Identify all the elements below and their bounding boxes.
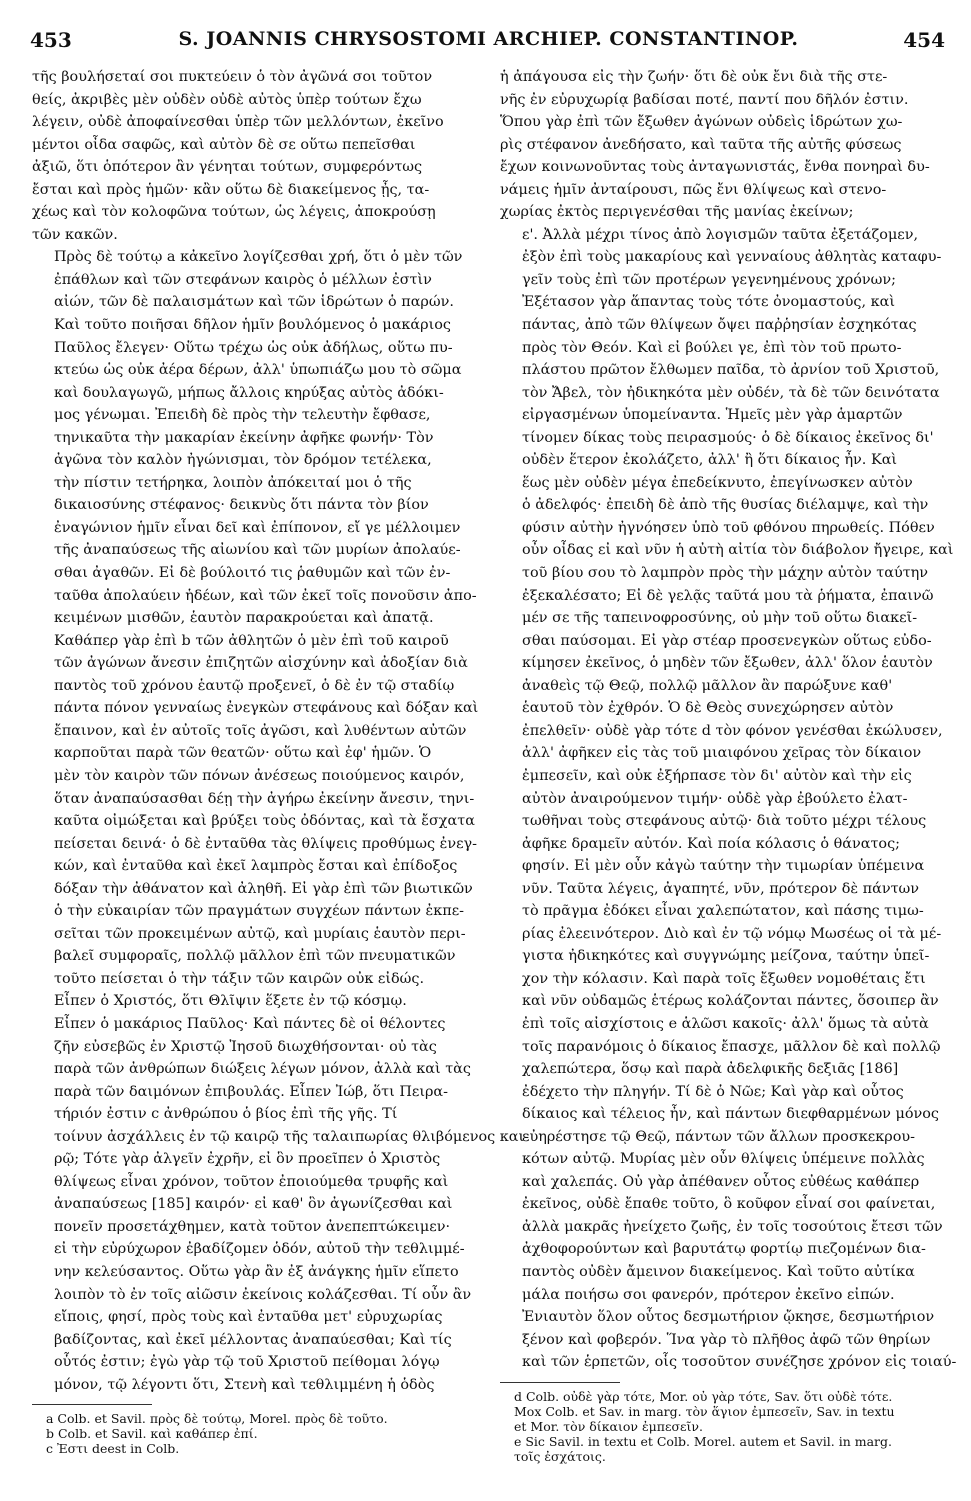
text-line: καρποῦται παρὰ τῶν θεατῶν· οὕτω καὶ ἐφ' ἡμῶν. Ὁ: [54, 745, 432, 762]
text-line: δόξαν τὴν ἀθάνατον καὶ ἀληθῆ. Εἰ γὰρ ἐπὶ τῶν βιωτικῶν: [54, 880, 473, 897]
footnote-line: e Sic Savil. in textu et Colb. Morel. autem et Savil. in marg.: [514, 1433, 892, 1449]
text-line: φησίν. Εἰ μὲν οὖν κἀγὼ ταύτην τὴν τιμωρίαν ὑπέμεινα: [522, 858, 925, 875]
text-line: καὶ τῶν ἑρπετῶν, οἷς τοσοῦτον συνέζησε χρόνον εἰς τοιαύ-: [522, 1354, 957, 1371]
text-line: κτεύω ὡς οὐκ ἀέρα δέρων, ἀλλ' ὑπωπιάζω μου τὸ σῶμα: [54, 362, 462, 379]
text-line: λοιπὸν τὸ ἐν τοῖς αἰῶσιν ἐκείνοις κολάζεσθαι. Τί οὖν ἂν: [54, 1286, 472, 1303]
text-line: ἑαυτοῦ τὸν ἐχθρόν. Ὁ δὲ Θεὸς συνεχώρησεν αὐτὸν: [522, 700, 894, 717]
text-line: ἀγῶνα τὸν καλὸν ἠγώνισμαι, τὸν δρόμον τετέλεκα,: [54, 452, 432, 469]
text-line: Καθάπερ γὰρ ἐπὶ b τῶν ἀθλητῶν ὁ μὲν ἐπὶ τοῦ καιροῦ: [54, 632, 449, 649]
text-line: σθαι ἀγαθῶν. Εἰ δὲ βούλοιτό τις ῥαθυμῶν καὶ τῶν ἐν-: [54, 565, 451, 582]
footnote-line: c Ἐστι deest in Colb.: [46, 1441, 180, 1457]
text-line: σθαι παύσομαι. Εἰ γὰρ στέαρ προσενεγκὼν οὕτως εὐδο-: [522, 632, 932, 649]
footnote-line: Mox Colb. et Sav. in marg. τὸν ἅγιον ἐμπεσεῖν, Sav. in textu: [514, 1403, 895, 1419]
text-line: τοῦ βίου σου τὸ λαμπρὸν πρὸς τὴν μάχην αὐτὸν ταύτην: [522, 565, 929, 582]
text-line: Καὶ τοῦτο ποιῆσαι δῆλον ἡμῖν βουλόμενος ὁ μακάριος: [54, 317, 451, 334]
text-line: παρὰ τῶν δαιμόνων ἐπιβουλάς. Εἶπεν Ἰώβ, ὅτι Πειρα-: [54, 1083, 449, 1100]
text-line: Πρὸς δὲ τούτῳ a κἀκεῖνο λογίζεσθαι χρή, ὅτι ὁ μὲν τῶν: [54, 249, 463, 266]
text-line: παντὸς οὐδὲν ἄμεινον διακείμενος. Καὶ τοῦτο αὐτίκα: [522, 1263, 915, 1280]
text-line: ἔπαινον, καὶ ἐν αὐτοῖς τοῖς ἀγῶσι, καὶ λυθέντων αὐτῶν: [54, 722, 467, 739]
text-line: ἐπάθλων καὶ τῶν στεφάνων καιρὸς ὁ μέλλων ἐστὶν: [54, 271, 432, 288]
page-header: [24, 12, 953, 52]
text-line: μος γένωμαι. Ἐπειδὴ δὲ πρὸς τὴν τελευτὴν ἔφθασε,: [54, 407, 431, 424]
text-line: γιστα ἠδικηκότες καὶ συγγνώμης μείζονα, ταύτην ὑπεῖ-: [522, 948, 930, 965]
text-line: τῶν ἀγώνων ἄνεσιν ἐπιζητῶν αἰσχύνην καὶ ἀδοξίαν διὰ: [54, 655, 468, 672]
running-title: S. JOANNIS CHRYSOSTOMI ARCHIEP. CONSTANTINOP.: [178, 28, 799, 50]
text-line: καὶ δουλαγωγῶ, μήπως ἄλλοις κηρύξας αὐτὸς ἀδόκι-: [54, 384, 444, 401]
text-line: ἔσται καὶ πρὸς ἡμῶν· κἂν οὕτω δὲ διακείμενος ᾖς, τα-: [32, 181, 430, 198]
text-line: φύσιν αὐτὴν ἠγνόησεν ὑπὸ τοῦ φθόνου πηρωθείς. Πόθεν: [522, 519, 935, 536]
text-line: Εἶπεν ὁ Χριστός, ὅτι Θλῖψιν ἕξετε ἐν τῷ κόσμῳ.: [54, 993, 407, 1010]
text-line: μὲν τὸν καιρὸν τῶν πόνων ἀνέσεως ποιούμενος καιρόν,: [54, 767, 465, 784]
text-line: δίκαιος καὶ τέλειος ἦν, καὶ πάντων διεφθαρμένων μόνος: [522, 1106, 939, 1123]
text-line: πρὸς τὸν Θεόν. Καὶ εἰ βούλει γε, ἐπὶ τὸν τοῦ πρωτο-: [522, 339, 902, 356]
footnote-rule: [32, 1404, 152, 1405]
text-line: τηνικαῦτα τὴν μακαρίαν ἐκείνην ἀφῆκε φωνήν· Τὸν: [54, 429, 434, 446]
text-line: ἀξιῶ, ὅτι ὁπότερον ἂν γένηται τούτων, συμφερόντως: [32, 159, 423, 176]
right-paragraph-1: [500, 66, 946, 224]
text-line: τοῦτο πείσεται ὁ τὴν τάξιν τῶν καιρῶν οὐκ εἰδώς.: [54, 970, 425, 987]
right-paragraph-2: [500, 224, 957, 1374]
text-line: ἐπὶ τοῖς αἰσχίστοις e ἁλῶσι κακοῖς· ἀλλ' ὅμως τὰ αὐτὰ: [522, 1015, 929, 1032]
text-line: νάμεις ἡμῖν ἀνταίρουσι, πῶς ἔνι θλίψεως καὶ στενο-: [500, 181, 887, 198]
text-line: Ὅπου γὰρ ἐπὶ τῶν ἔξωθεν ἀγώνων οὐδεὶς ἱδρώτων χω-: [500, 114, 903, 131]
footnote-rule: [500, 1382, 620, 1383]
text-line: τῆς ἀναπαύσεως τῆς αἰωνίου καὶ τῶν μυρίων ἀπολαύε-: [54, 542, 461, 559]
text-line: δικαιοσύνης στέφανος· δεικνὺς ὅτι πάντα τὸν βίον: [54, 497, 429, 514]
text-line: πονεῖν προσετάχθημεν, κατὰ τοῦτον ἀνεπεπτώκειμεν·: [54, 1218, 451, 1235]
left-footnotes: [32, 1411, 477, 1456]
text-line: ἐξὸν ἐπὶ τοὺς μακαρίους καὶ γενναίους ἀθλητὰς καταφυ-: [522, 249, 942, 266]
text-line: κίμησεν ἐκεῖνος, ὁ μηδὲν τῶν ἔξωθεν, ἀλλ' ὅλον ἑαυτὸν: [522, 655, 933, 672]
text-line: τῆς βουλήσεταί σοι πυκτεύειν ὁ τὸν ἀγῶνά σοι τοῦτον: [32, 69, 433, 85]
page-number-right: 454: [903, 28, 945, 52]
right-footnotes: [500, 1389, 946, 1464]
text-line: μάλα ποιήσω σοι φανερόν, πρότερον ἐκεῖνο εἰπών.: [522, 1286, 895, 1303]
text-line: μέν σε τῆς ταπεινοφροσύνης, οὐ μὴν τοῦ οὕτω διακεῖ-: [522, 610, 918, 627]
text-line: νην κελεύσαντος. Οὕτω γὰρ ἂν ἐξ ἀνάγκης ἡμῖν εἵπετο: [54, 1263, 459, 1280]
text-line: σεῖται τῶν προκειμένων αὐτῷ, καὶ μυρίαις ἑαυτὸν περι-: [54, 925, 466, 942]
text-line: καῦτα οἰμώξεται καὶ βρύξει τοὺς ὀδόντας, καὶ τὰ ἔσχατα: [54, 813, 475, 830]
footnote-line: τοῖς ἐσχάτοις.: [514, 1448, 606, 1464]
text-line: ἀφῆκε δραμεῖν αὐτόν. Καὶ ποία κόλασις ὁ θάνατος;: [522, 835, 901, 852]
text-line: εὐηρέστησε τῷ Θεῷ, πάντων τῶν ἄλλων προσκεκρου-: [522, 1128, 915, 1145]
left-paragraph-1: [32, 66, 477, 246]
text-line: παντὸς τοῦ χρόνου ἑαυτῷ προξενεῖ, ὁ δὲ ἐν τῷ σταδίῳ: [54, 677, 455, 694]
text-line: λέγειν, οὐδὲ ἀποφαίνεσθαι ὑπὲρ τῶν μελλόντων, ἐκεῖνο: [32, 114, 444, 131]
text-line: ἐδέχετο τὴν πληγήν. Τί δὲ ὁ Νῶε; Καὶ γὰρ καὶ οὗτος: [522, 1083, 904, 1100]
text-line: ἐπελθεῖν· οὐδὲ γὰρ τότε d τὸν φόνον γενέσθαι ἐκώλυσεν,: [522, 722, 943, 739]
text-line: ἀλλὰ μακρᾶς ἠνείχετο ζωῆς, ἐν τοῖς τοσούτοις ἔτεσι τῶν: [522, 1218, 943, 1235]
text-line: ὅταν ἀναπαύσασθαι δέῃ τὴν ἀγήρω ἐκείνην ἄνεσιν, τηνι-: [54, 790, 475, 807]
text-line: ρῷ; Τότε γὰρ ἀλγεῖν ἐχρῆν, εἰ ὃν προεῖπεν ὁ Χριστὸς: [54, 1151, 441, 1168]
text-line: τωθῆναι τοὺς στεφάνους αὐτῷ· διὰ τοῦτο μέχρι τέλους: [522, 813, 927, 830]
text-line: οὖν οἶδας εἰ καὶ νῦν ἡ αὐτὴ αἰτία τὸν διάβολον ἤγειρε, καὶ: [522, 542, 954, 559]
text-line: χαλεπώτερα, ὅσῳ καὶ παρὰ ἀδελφικῆς δεξιᾶς [186]: [522, 1061, 899, 1078]
text-line: ἐμπεσεῖν, καὶ οὐκ ἐξήρπασε τὸν δι' αὐτὸν καὶ τὴν εἰς: [522, 767, 912, 784]
text-line: πάντα πόνον γενναίως ἐνεγκὼν στεφάνους καὶ δόξαν καὶ: [54, 700, 479, 717]
text-line: Ἐνιαυτὸν ὅλον οὗτος δεσμωτήριον ᾤκησε, δεσμωτήριον: [522, 1309, 935, 1326]
text-line: ἀχθοφορούντων καὶ βαρυτάτῳ φορτίῳ πιεζομένων δια-: [522, 1241, 926, 1258]
text-line: νῦν. Ταῦτα λέγεις, ἀγαπητέ, νῦν, πρότερον δὲ πάντων: [522, 880, 920, 897]
text-line: μόνον, τῷ λέγοντι ὅτι, Στενὴ καὶ τεθλιμμένη ἡ ὁδὸς: [54, 1376, 435, 1393]
left-column: [32, 66, 529, 1457]
text-line: ἐκεῖνος, οὐδὲ ἔπαθε τοῦτο, ὃ κοῦφον εἶναί σοι φαίνεται,: [522, 1196, 936, 1213]
text-line: ρίας ἐλεεινότερον. Διὸ καὶ ἐν τῷ νόμῳ Μωσέως οἱ τὰ μέ-: [522, 925, 942, 942]
text-line: βαλεῖ συμφοραῖς, πολλῷ μᾶλλον ἐπὶ τῶν πνευματικῶν: [54, 948, 456, 965]
text-line: Παῦλος ἔλεγεν· Οὕτω τρέχω ὡς οὐκ ἀδήλως, οὕτω πυ-: [54, 339, 453, 356]
footnote-line: a Colb. et Savil. πρὸς δὲ τούτῳ, Morel. πρὸς δὲ τοῦτο.: [46, 1411, 388, 1427]
text-line: εἰ τὴν εὐρύχωρον ἐβαδίζομεν ὁδόν, αὐτοῦ τὴν τεθλιμμέ-: [54, 1241, 465, 1258]
text-line: πείσεται δεινά· ὁ δὲ ἐνταῦθα τὰς θλίψεις προθύμως ἐνεγ-: [54, 835, 478, 852]
text-line: χον τὴν κόλασιν. Καὶ παρὰ τοῖς ἔξωθεν νομοθέταις ἔτι: [522, 970, 926, 987]
text-line: τὸν Ἄβελ, τὸν ἠδικηκότα μὲν οὐδέν, τὰ δὲ τῶν δεινότατα: [522, 384, 940, 401]
text-line: ἡ ἀπάγουσα εἰς τὴν ζωήν· ὅτι δὲ οὐκ ἔνι διὰ τῆς στε-: [500, 69, 888, 85]
text-line: ζῆν εὐσεβῶς ἐν Χριστῷ Ἰησοῦ διωχθήσονται· οὐ τὰς: [54, 1038, 437, 1055]
text-line: ἀναθεὶς τῷ Θεῷ, πολλῷ μᾶλλον ἂν παρώξυνε καθ': [522, 677, 893, 694]
footnote-line: d Colb. οὐδὲ γὰρ τότε, Mor. οὐ γὰρ τότε, Sav. ὅτι οὐδὲ τότε.: [514, 1388, 893, 1404]
text-line: παρὰ τῶν ἀνθρώπων διώξεις λέγων μόνον, ἀλλὰ καὶ τὰς: [54, 1061, 471, 1078]
text-line: τίνομεν δίκας τοὺς πειρασμούς· ὁ δὲ δίκαιος ἐκεῖνος δι': [522, 429, 934, 446]
text-line: μέντοι οἶδα σαφῶς, καὶ αὐτὸν δὲ σε οὕτω πεπεῖσθαι: [32, 136, 416, 153]
text-line: ἔχων κοινωνοῦντας τοὺς ἀνταγωνιστάς, ἔνθα πονηραὶ δυ-: [500, 159, 930, 176]
text-line: εἰργασμένων ὑπομείναντα. Ἡμεῖς μὲν γὰρ ἁμαρτῶν: [522, 407, 903, 424]
text-line: γεῖν τοὺς ἐπὶ τῶν προτέρων γεγενημένους χρόνων;: [522, 271, 896, 288]
text-line: τοῖς παρανόμοις ὁ δίκαιος ἔπασχε, μᾶλλον δὲ καὶ πολλῷ: [522, 1038, 941, 1055]
text-line: οὐδὲν ἕτερον ἐκολάζετο, ἀλλ' ἢ ὅτι δίκαιος ἦν. Καὶ: [522, 452, 898, 469]
right-column: [500, 66, 957, 1464]
text-line: καὶ νῦν οὐδαμῶς ἑτέρως κολάζονται πάντες, ὅσοιπερ ἂν: [522, 993, 939, 1010]
text-line: ὁ τὴν εὐκαιρίαν τῶν πραγμάτων συγχέων πάντων ἐκπε-: [54, 903, 465, 920]
text-line: Ἐξέτασον γὰρ ἅπαντας τοὺς τότε ὀνομαστούς, καὶ: [522, 294, 895, 311]
text-line: χέως καὶ τὸν κολοφῶνα τούτων, ὡς λέγεις, ἀποκρούσῃ: [32, 204, 436, 221]
text-line: ἀναπαύσεως [185] καιρόν· εἰ καθ' ὃν ἀγωνίζεσθαι καὶ: [54, 1196, 453, 1213]
footnote-line: et Mor. τὸν δίκαιον ἐμπεσεῖν.: [514, 1418, 703, 1434]
text-line: τοίνυν ἀσχάλλεις ἐν τῷ καιρῷ τῆς ταλαιπωρίας θλιβόμενος και-: [54, 1128, 529, 1145]
text-line: θείς, ἀκριβὲς μὲν οὐδὲν οὐδὲ αὐτὸς ὑπὲρ τούτων ἔχω: [32, 91, 422, 108]
text-line: θλίψεως εἶναι χρόνον, τοῦτον ἐποιούμεθα τρυφῆς καὶ: [54, 1173, 449, 1190]
footnote-line: b Colb. et Savil. καὶ καθάπερ ἐπί.: [46, 1426, 258, 1442]
text-line: χωρίας ἐκτὸς περιγενέσθαι τῆς μανίας ἐκείνων;: [500, 204, 854, 221]
text-line: εἴποις, φησί, πρὸς τοὺς καὶ ἐνταῦθα μετ' εὐρυχωρίας: [54, 1309, 443, 1326]
text-line: ἐναγώνιον ἡμῖν εἶναι δεῖ καὶ ἐπίπονον, εἴ γε μέλλοιμεν: [54, 519, 461, 536]
text-line: βαδίζοντας, καὶ ἐκεῖ μέλλοντας ἀναπαύεσθαι; Καὶ τίς: [54, 1331, 452, 1348]
text-line: κότων αὐτῷ. Μυρίας μὲν οὖν θλίψεις ὑπέμεινε πολλὰς: [522, 1151, 925, 1168]
page-number-left: 453: [30, 28, 72, 52]
text-line: καὶ χαλεπάς. Οὐ γὰρ ἀπέθανεν οὗτος εὐθέως καθάπερ: [522, 1173, 920, 1190]
text-line: ταῦθα ἀπολαύειν ἡδέων, καὶ τῶν ἐκεῖ τοῖς πονοῦσιν ἀπο-: [54, 587, 477, 604]
text-line: αἰών, τῶν δὲ παλαισμάτων καὶ τῶν ἱδρώτων ὁ παρών.: [54, 294, 454, 311]
text-line: αὐτὸν ἀναιρούμενον τιμήν· οὐδὲ γὰρ ἐβούλετο ἐλατ-: [522, 790, 908, 807]
left-paragraph-2: [32, 246, 529, 1396]
text-line: κών, καὶ ἐνταῦθα καὶ ἐκεῖ λαμπρὸς ἔσται καὶ ἐπίδοξος: [54, 858, 458, 875]
text-line: τήριόν ἐστιν c ἀνθρώπου ὁ βίος ἐπὶ τῆς γῆς. Τί: [54, 1106, 398, 1123]
text-line: ὁ ἀδελφός· ἐπειδὴ δὲ ἀπὸ τῆς θυσίας διέλαμψε, καὶ τὴν: [522, 497, 929, 514]
text-line: νῆς ἐν εὐρυχωρίᾳ βαδίσαι ποτέ, παντί που δῆλόν ἐστιν.: [500, 91, 909, 108]
text-line: πλάστου πρῶτον ἔλθωμεν παῖδα, τὸ ἀρνίον τοῦ Χριστοῦ,: [522, 362, 940, 379]
text-line: Εἶπεν ὁ μακάριος Παῦλος· Καὶ πάντες δὲ οἱ θέλοντες: [54, 1015, 446, 1032]
text-line: τὴν πίστιν τετήρηκα, λοιπὸν ἀπόκειταί μοι ὁ τῆς: [54, 474, 412, 491]
text-line: ρὶς στέφανον ἀνεδήσατο, καὶ ταῦτα τῆς αὐτῆς φύσεως: [500, 136, 902, 153]
text-line: ἕως μὲν οὐδὲν μέγα ἐπεδείκνυτο, ἐπεγίνωσκεν αὐτὸν: [522, 474, 913, 491]
text-line: ε'. Ἀλλὰ μέχρι τίνος ἀπὸ λογισμῶν ταῦτα ἐξετάζομεν,: [522, 226, 919, 243]
text-line: κειμένων μισθῶν, ἑαυτὸν παρακρούεται καὶ ἀπατᾷ.: [54, 610, 434, 627]
text-line: οὗτός ἐστιν; ἐγὼ γὰρ τῷ τοῦ Χριστοῦ πείθομαι λόγῳ: [54, 1354, 440, 1371]
text-line: τῶν κακῶν.: [32, 226, 118, 243]
text-line: ἀλλ' ἀφῆκεν εἰς τὰς τοῦ μιαιφόνου χεῖρας τὸν δίκαιον: [522, 745, 922, 762]
text-line: ξένον καὶ φοβερόν. Ἵνα γὰρ τὸ πλῆθος ἀφῶ τῶν θηρίων: [522, 1331, 931, 1348]
text-line: πάντας, ἀπὸ τῶν θλίψεων ὄψει παῤῥησίαν ἐσχηκότας: [522, 317, 917, 334]
text-line: τὸ πρᾶγμα ἐδόκει εἶναι χαλεπώτατον, καὶ πάσης τιμω-: [522, 903, 924, 920]
text-line: ἐξεκαλέσατο; Εἰ δὲ γελᾷς ταῦτά μου τὰ ῥήματα, ἐπαινῶ: [522, 587, 934, 604]
